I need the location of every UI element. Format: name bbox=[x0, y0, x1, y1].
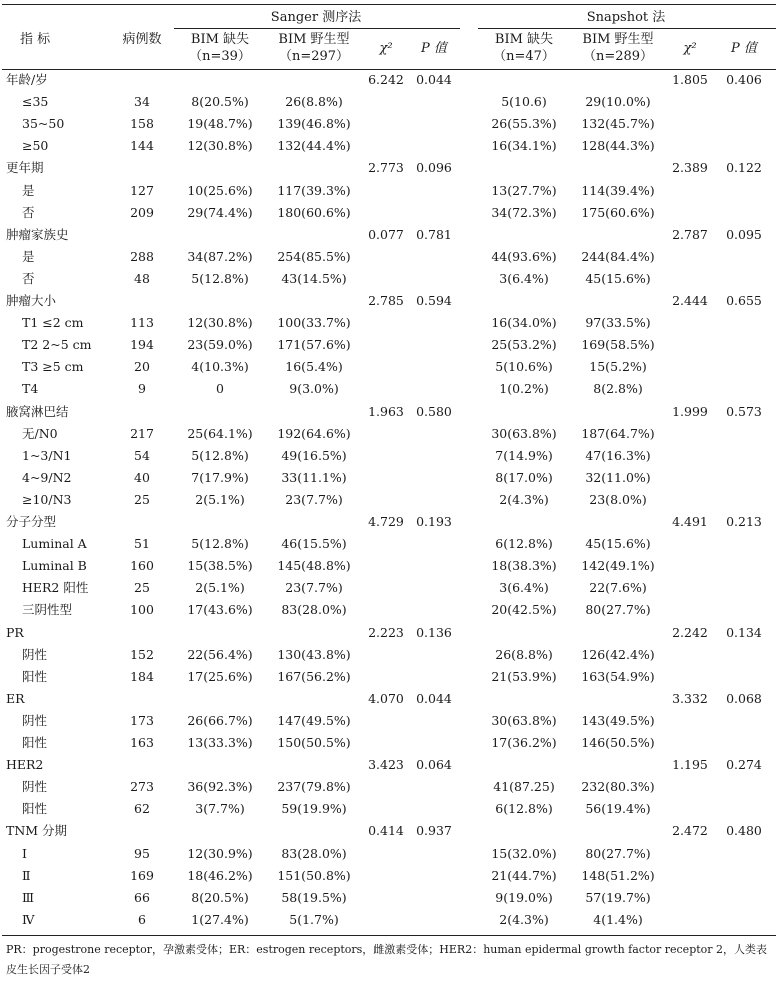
cell-s-del: 2(5.1%) bbox=[195, 580, 245, 595]
cell-s-p: 0.044 bbox=[416, 691, 452, 706]
cell-s-del: 2(5.1%) bbox=[195, 492, 245, 507]
snapshot-sub-rule bbox=[478, 28, 776, 29]
cell-s-wt: 117(39.3%) bbox=[277, 183, 351, 198]
cell-n-del: 41(87.25) bbox=[493, 779, 555, 794]
cell-s-wt: 23(7.7%) bbox=[285, 580, 343, 595]
cell-s-wt: 100(33.7%) bbox=[277, 315, 351, 330]
header-sanger-wildtype-line2: （n=297） bbox=[278, 49, 350, 64]
cell-s-del: 17(25.6%) bbox=[187, 669, 253, 684]
cell-n-chi: 1.805 bbox=[672, 72, 708, 87]
row-label: Ⅲ bbox=[22, 890, 35, 905]
cell-s-del: 8(20.5%) bbox=[191, 94, 249, 109]
cell-s-wt: 151(50.8%) bbox=[277, 868, 351, 883]
row-label: Luminal B bbox=[22, 558, 87, 573]
cell-n-p: 0.213 bbox=[726, 514, 762, 529]
cell-s-wt: 5(1.7%) bbox=[289, 912, 339, 927]
cell-s-del: 12(30.8%) bbox=[187, 315, 253, 330]
cell-s-wt: 132(44.4%) bbox=[277, 138, 351, 153]
cell-s-chi: 6.242 bbox=[368, 72, 404, 87]
cell-n: 25 bbox=[134, 492, 150, 507]
top-rule bbox=[2, 4, 776, 5]
cell-n-del: 16(34.0%) bbox=[491, 315, 557, 330]
cell-n-wt: 80(27.7%) bbox=[585, 602, 651, 617]
cell-n-wt: 126(42.4%) bbox=[581, 647, 655, 662]
cell-s-del: 10(25.6%) bbox=[187, 183, 253, 198]
cell-s-chi: 0.414 bbox=[368, 823, 404, 838]
row-label: 35~50 bbox=[22, 116, 65, 131]
header-sanger-wildtype-line1: BIM 野生型 bbox=[278, 32, 350, 47]
header-snapshot-wildtype-line2: （n=289） bbox=[582, 49, 654, 64]
row-label: 是 bbox=[22, 249, 35, 264]
cell-n-del: 26(55.3%) bbox=[491, 116, 557, 131]
cell-n-del: 1(0.2%) bbox=[499, 381, 549, 396]
cell-n: 51 bbox=[134, 536, 150, 551]
cell-s-del: 17(43.6%) bbox=[187, 602, 253, 617]
sanger-sub-rule bbox=[174, 28, 460, 29]
row-label: T3 ≥5 cm bbox=[22, 359, 84, 374]
cell-n-del: 21(53.9%) bbox=[491, 669, 557, 684]
cell-n-wt: 45(15.6%) bbox=[585, 271, 651, 286]
cell-s-p: 0.064 bbox=[416, 757, 452, 772]
cell-s-p: 0.580 bbox=[416, 404, 452, 419]
cell-n: 184 bbox=[130, 669, 154, 684]
cell-s-wt: 145(48.8%) bbox=[277, 558, 351, 573]
cell-s-p: 0.937 bbox=[416, 823, 452, 838]
cell-n: 20 bbox=[134, 359, 150, 374]
cell-s-wt: 237(79.8%) bbox=[277, 779, 351, 794]
cell-n-del: 21(44.7%) bbox=[491, 868, 557, 883]
cell-n-p: 0.134 bbox=[726, 625, 762, 640]
header-sanger-chi: χ² bbox=[379, 41, 393, 56]
cell-n-wt: 32(11.0%) bbox=[585, 470, 651, 485]
cell-s-del: 18(46.2%) bbox=[187, 868, 253, 883]
cell-n-wt: 57(19.7%) bbox=[585, 890, 651, 905]
row-label: HER2 阳性 bbox=[22, 580, 89, 595]
row-label: 阳性 bbox=[22, 801, 48, 816]
cell-n-chi: 2.444 bbox=[672, 293, 708, 308]
header-sanger-p: P 值 bbox=[421, 41, 447, 56]
cell-n: 54 bbox=[134, 448, 150, 463]
cell-n: 62 bbox=[134, 801, 150, 816]
cell-n-del: 2(4.3%) bbox=[499, 912, 549, 927]
cell-n-del: 3(6.4%) bbox=[499, 271, 549, 286]
cell-n: 273 bbox=[130, 779, 154, 794]
bottom-rule bbox=[2, 935, 776, 936]
cell-n: 152 bbox=[130, 647, 154, 662]
cell-n-wt: 47(16.3%) bbox=[585, 448, 651, 463]
cell-s-del: 29(74.4%) bbox=[187, 205, 253, 220]
cell-s-chi: 0.077 bbox=[368, 227, 404, 242]
cell-s-del: 12(30.9%) bbox=[187, 846, 253, 861]
cell-n-del: 30(63.8%) bbox=[491, 713, 557, 728]
cell-n-wt: 8(2.8%) bbox=[593, 381, 643, 396]
cell-s-wt: 180(60.6%) bbox=[277, 205, 351, 220]
cell-n-wt: 15(5.2%) bbox=[589, 359, 647, 374]
cell-s-chi: 3.423 bbox=[368, 757, 404, 772]
cell-n-p: 0.573 bbox=[726, 404, 762, 419]
cell-n-chi: 2.389 bbox=[672, 160, 708, 175]
cell-n-del: 26(8.8%) bbox=[495, 647, 553, 662]
row-label: 否 bbox=[22, 271, 35, 286]
cell-n: 173 bbox=[130, 713, 154, 728]
group-label: 更年期 bbox=[6, 160, 44, 175]
cell-n: 217 bbox=[130, 426, 154, 441]
row-label: ≥50 bbox=[22, 138, 49, 153]
cell-n-del: 7(14.9%) bbox=[495, 448, 553, 463]
cell-n-chi: 2.472 bbox=[672, 823, 708, 838]
row-label: 否 bbox=[22, 205, 35, 220]
cell-n: 6 bbox=[138, 912, 146, 927]
cell-n-wt: 143(49.5%) bbox=[581, 713, 655, 728]
cell-s-del: 34(87.2%) bbox=[187, 249, 253, 264]
cell-s-del: 8(20.5%) bbox=[191, 890, 249, 905]
cell-n: 25 bbox=[134, 580, 150, 595]
cell-s-del: 19(48.7%) bbox=[187, 116, 253, 131]
cell-s-wt: 16(5.4%) bbox=[285, 359, 343, 374]
cell-n-del: 20(42.5%) bbox=[491, 602, 557, 617]
cell-n-wt: 45(15.6%) bbox=[585, 536, 651, 551]
cell-n-wt: 80(27.7%) bbox=[585, 846, 651, 861]
cell-n-wt: 148(51.2%) bbox=[581, 868, 655, 883]
cell-n: 288 bbox=[130, 249, 154, 264]
cell-n-wt: 22(7.6%) bbox=[589, 580, 647, 595]
cell-s-del: 5(12.8%) bbox=[191, 271, 249, 286]
group-label: 肿瘤家族史 bbox=[6, 227, 69, 242]
cell-s-wt: 49(16.5%) bbox=[281, 448, 347, 463]
row-label: Ⅳ bbox=[22, 912, 35, 927]
cell-s-del: 15(38.5%) bbox=[187, 558, 253, 573]
cell-n-del: 44(93.6%) bbox=[491, 249, 557, 264]
sanger-group-header: Sanger 测序法 bbox=[270, 10, 362, 25]
cell-n-del: 2(4.3%) bbox=[499, 492, 549, 507]
cell-n-wt: 128(44.3%) bbox=[581, 138, 655, 153]
cell-n-wt: 187(64.7%) bbox=[581, 426, 655, 441]
snapshot-group-header: Snapshot 法 bbox=[586, 10, 666, 25]
cell-n-wt: 142(49.1%) bbox=[581, 558, 655, 573]
group-label: 腋窝淋巴结 bbox=[6, 404, 69, 419]
cell-n: 163 bbox=[130, 735, 154, 750]
cell-n-del: 9(19.0%) bbox=[495, 890, 553, 905]
header-snapshot-deletion-line1: BIM 缺失 bbox=[494, 32, 554, 47]
cell-n: 194 bbox=[130, 337, 154, 352]
cell-n-del: 6(12.8%) bbox=[495, 536, 553, 551]
cell-s-del: 5(12.8%) bbox=[191, 536, 249, 551]
cell-s-wt: 59(19.9%) bbox=[281, 801, 347, 816]
row-label: T4 bbox=[22, 381, 39, 396]
cell-s-chi: 4.070 bbox=[368, 691, 404, 706]
cell-n-wt: 146(50.5%) bbox=[581, 735, 655, 750]
cell-s-del: 13(33.3%) bbox=[187, 735, 253, 750]
cell-n-del: 16(34.1%) bbox=[491, 138, 557, 153]
group-label: PR bbox=[6, 625, 24, 640]
cell-n-wt: 232(80.3%) bbox=[581, 779, 655, 794]
row-label: Ⅰ bbox=[22, 846, 27, 861]
group-label: 肿瘤大小 bbox=[6, 293, 57, 308]
cell-n-del: 34(72.3%) bbox=[491, 205, 557, 220]
cell-s-del: 3(7.7%) bbox=[195, 801, 245, 816]
table-footnote: PR：progestrone receptor，孕激素受体；ER：estrogen receptors，雌激素受体；HER2：human epidermal growth factor receptor 2，人类表皮生长因子受体2 bbox=[6, 943, 768, 976]
row-label: 1~3/N1 bbox=[22, 448, 72, 463]
row-label: 阴性 bbox=[22, 779, 48, 794]
cell-n-p: 0.480 bbox=[726, 823, 762, 838]
cell-n: 34 bbox=[134, 94, 150, 109]
row-label: 阴性 bbox=[22, 713, 48, 728]
row-label: 阴性 bbox=[22, 647, 48, 662]
cell-n-del: 30(63.8%) bbox=[491, 426, 557, 441]
cell-s-del: 4(10.3%) bbox=[191, 359, 249, 374]
cell-n-wt: 175(60.6%) bbox=[581, 205, 655, 220]
cell-s-wt: 254(85.5%) bbox=[277, 249, 351, 264]
cell-n: 144 bbox=[130, 138, 154, 153]
cell-n-chi: 2.242 bbox=[672, 625, 708, 640]
cell-n-chi: 2.787 bbox=[672, 227, 708, 242]
cell-n-del: 18(38.3%) bbox=[491, 558, 557, 573]
header-snapshot-deletion-line2: （n=47） bbox=[493, 49, 555, 64]
row-label: 4~9/N2 bbox=[22, 470, 72, 485]
cell-n-wt: 29(10.0%) bbox=[585, 94, 651, 109]
cell-s-del: 5(12.8%) bbox=[191, 448, 249, 463]
cell-s-wt: 139(46.8%) bbox=[277, 116, 351, 131]
cell-s-del: 23(59.0%) bbox=[187, 337, 253, 352]
cell-s-del: 26(66.7%) bbox=[187, 713, 253, 728]
cell-n: 158 bbox=[130, 116, 154, 131]
row-label: 无/N0 bbox=[22, 426, 58, 441]
cell-s-chi: 2.223 bbox=[368, 625, 404, 640]
header-snapshot-wildtype-line1: BIM 野生型 bbox=[582, 32, 654, 47]
cell-n-p: 0.095 bbox=[726, 227, 762, 242]
cell-n: 127 bbox=[130, 183, 154, 198]
row-label: Ⅱ bbox=[22, 868, 31, 883]
cell-n-del: 17(36.2%) bbox=[491, 735, 557, 750]
row-label: Luminal A bbox=[22, 536, 87, 551]
cell-s-wt: 9(3.0%) bbox=[289, 381, 339, 396]
cell-n-p: 0.068 bbox=[726, 691, 762, 706]
cell-s-del: 7(17.9%) bbox=[191, 470, 249, 485]
row-label: 三阴性型 bbox=[22, 602, 73, 617]
cell-s-wt: 150(50.5%) bbox=[277, 735, 351, 750]
row-label: ≥10/N3 bbox=[22, 492, 72, 507]
cell-n-wt: 244(84.4%) bbox=[581, 249, 655, 264]
header-snapshot-chi: χ² bbox=[683, 41, 697, 56]
cell-s-wt: 23(7.7%) bbox=[285, 492, 343, 507]
cell-n-wt: 114(39.4%) bbox=[581, 183, 655, 198]
cell-s-wt: 33(11.1%) bbox=[281, 470, 347, 485]
cell-s-del: 36(92.3%) bbox=[187, 779, 253, 794]
cell-n: 169 bbox=[130, 868, 154, 883]
cell-s-p: 0.193 bbox=[416, 514, 452, 529]
cell-n: 113 bbox=[130, 315, 154, 330]
cell-s-p: 0.044 bbox=[416, 72, 452, 87]
cell-s-wt: 130(43.8%) bbox=[277, 647, 351, 662]
cell-n-wt: 132(45.7%) bbox=[581, 116, 655, 131]
cell-s-chi: 2.785 bbox=[368, 293, 404, 308]
cell-n-del: 8(17.0%) bbox=[495, 470, 553, 485]
cell-n-wt: 4(1.4%) bbox=[593, 912, 643, 927]
row-label: 是 bbox=[22, 183, 35, 198]
cell-n: 209 bbox=[130, 205, 154, 220]
cell-n-del: 5(10.6) bbox=[501, 94, 547, 109]
cell-s-wt: 171(57.6%) bbox=[277, 337, 351, 352]
row-label: 阳性 bbox=[22, 669, 48, 684]
cell-s-wt: 83(28.0%) bbox=[281, 846, 347, 861]
row-label: ≤35 bbox=[22, 94, 49, 109]
cell-n-wt: 23(8.0%) bbox=[589, 492, 647, 507]
cell-n-wt: 169(58.5%) bbox=[581, 337, 655, 352]
group-label: TNM 分期 bbox=[6, 823, 68, 838]
cell-s-wt: 192(64.6%) bbox=[277, 426, 351, 441]
cell-n-del: 6(12.8%) bbox=[495, 801, 553, 816]
cell-n: 160 bbox=[130, 558, 154, 573]
header-cases: 病例数 bbox=[122, 32, 162, 47]
cell-s-p: 0.781 bbox=[416, 227, 452, 242]
header-snapshot-p: P 值 bbox=[731, 41, 757, 56]
cell-n-p: 0.122 bbox=[726, 160, 762, 175]
cell-n: 95 bbox=[134, 846, 150, 861]
cell-n-del: 15(32.0%) bbox=[491, 846, 557, 861]
group-label: ER bbox=[6, 691, 25, 706]
cell-s-wt: 43(14.5%) bbox=[281, 271, 347, 286]
cell-s-chi: 2.773 bbox=[368, 160, 404, 175]
header-sanger-deletion-line1: BIM 缺失 bbox=[190, 32, 250, 47]
cell-n-p: 0.655 bbox=[726, 293, 762, 308]
cell-s-p: 0.594 bbox=[416, 293, 452, 308]
cell-s-del: 25(64.1%) bbox=[187, 426, 253, 441]
cell-s-wt: 26(8.8%) bbox=[285, 94, 343, 109]
cell-s-del: 1(27.4%) bbox=[191, 912, 249, 927]
row-label: T1 ≤2 cm bbox=[22, 315, 84, 330]
header-sanger-deletion-line2: （n=39） bbox=[189, 49, 251, 64]
cell-s-del: 0 bbox=[216, 381, 224, 396]
header-indicator: 指 标 bbox=[20, 32, 51, 47]
cell-n-del: 3(6.4%) bbox=[499, 580, 549, 595]
group-label: 分子分型 bbox=[6, 514, 57, 529]
group-label: HER2 bbox=[6, 757, 44, 772]
cell-n-wt: 56(19.4%) bbox=[585, 801, 651, 816]
cell-n: 48 bbox=[134, 271, 150, 286]
row-label: T2 2~5 cm bbox=[22, 337, 92, 352]
cell-n-chi: 4.491 bbox=[672, 514, 708, 529]
row-label: 阳性 bbox=[22, 735, 48, 750]
cell-n-p: 0.406 bbox=[726, 72, 762, 87]
cell-s-p: 0.096 bbox=[416, 160, 452, 175]
cell-s-wt: 46(15.5%) bbox=[281, 536, 347, 551]
header-bottom-rule bbox=[2, 69, 776, 70]
cell-s-del: 12(30.8%) bbox=[187, 138, 253, 153]
cell-n: 66 bbox=[134, 890, 150, 905]
cell-n-del: 13(27.7%) bbox=[491, 183, 557, 198]
cell-s-wt: 167(56.2%) bbox=[277, 669, 351, 684]
cell-s-chi: 1.963 bbox=[368, 404, 404, 419]
cell-n: 100 bbox=[130, 602, 154, 617]
cell-n-wt: 97(33.5%) bbox=[585, 315, 651, 330]
cell-n-wt: 163(54.9%) bbox=[581, 669, 655, 684]
cell-n-chi: 1.195 bbox=[672, 757, 708, 772]
cell-s-wt: 58(19.5%) bbox=[281, 890, 347, 905]
cell-s-chi: 4.729 bbox=[368, 514, 404, 529]
cell-s-del: 22(56.4%) bbox=[187, 647, 253, 662]
cell-n-chi: 3.332 bbox=[672, 691, 708, 706]
cell-n-chi: 1.999 bbox=[672, 404, 708, 419]
cell-s-wt: 83(28.0%) bbox=[281, 602, 347, 617]
cell-n-p: 0.274 bbox=[726, 757, 762, 772]
cell-n-del: 5(10.6%) bbox=[495, 359, 553, 374]
cell-n: 9 bbox=[138, 381, 146, 396]
cell-s-wt: 147(49.5%) bbox=[277, 713, 351, 728]
cell-n-del: 25(53.2%) bbox=[491, 337, 557, 352]
cell-s-p: 0.136 bbox=[416, 625, 452, 640]
cell-n: 40 bbox=[134, 470, 150, 485]
group-label: 年龄/岁 bbox=[6, 72, 48, 87]
